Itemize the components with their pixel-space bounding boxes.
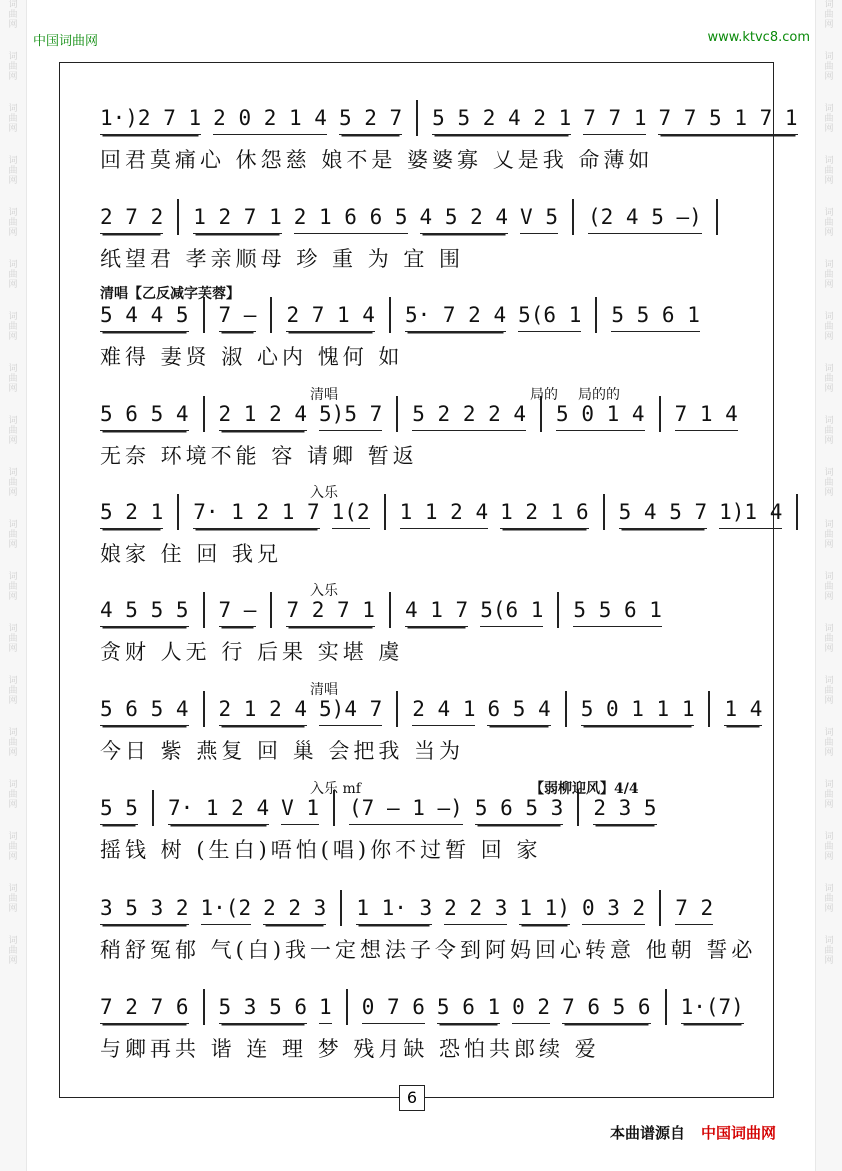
note-group: (7 – 1 –) [349,796,463,825]
note-group: 2 1 2 4 [219,697,308,726]
score-row [100,583,750,682]
watermark-text: 词曲网 [824,0,834,30]
watermark-text: 词曲网 [8,832,18,862]
site-name-cn[interactable]: 中国词曲网 [33,34,99,49]
note-group: 6 5 4 [487,697,550,726]
barline [603,494,605,530]
watermark-text: 词曲网 [824,572,834,602]
note-group: 7 – [219,303,257,332]
note-group: 3 5 3 2 [100,896,189,925]
page-number: 6 [399,1085,425,1111]
performance-mark: 局的的 [578,387,620,403]
watermark-text: 词曲网 [824,104,834,134]
note-group: 1·(7) [681,995,744,1024]
barline [595,297,597,333]
note-group: 7 6 5 6 [562,995,651,1024]
site-url[interactable]: www.ktvc8.com [707,30,810,45]
note-group: 7 7 5 1 7 1 [658,106,797,135]
notation-line [100,697,774,727]
note-group: 5)5 7 [319,402,382,431]
watermark-text: 词曲网 [8,676,18,706]
note-group: 1)1 4 [719,500,782,529]
watermark-text: 词曲网 [824,468,834,498]
note-group: 1 1 2 4 [400,500,489,529]
note-group: 5 0 1 1 1 [581,697,695,726]
lyrics-line: 与卿再共 谐 连 理 梦 残月缺 恐怕共郎续 爱 [100,1037,600,1061]
watermark-text: 词曲网 [8,572,18,602]
barline [396,396,398,432]
note-group: 0 2 [512,995,550,1024]
barline [396,691,398,727]
performance-mark: 清唱【乙反减字芙蓉】 [100,286,240,302]
watermark-text: 词曲网 [8,260,18,290]
barline [565,691,567,727]
note-group: 1 1) [519,896,570,925]
barline [346,989,348,1025]
barline [659,890,661,926]
barline [572,199,574,235]
notation-line [100,995,756,1025]
note-group: 0 7 6 [362,995,425,1024]
note-group: 2 2 3 [444,896,507,925]
note-group: 4 1 7 [405,598,468,627]
footer-source-label: 本曲谱源自 [610,1124,686,1142]
note-group: 7· 1 2 1 7 [193,500,319,529]
notation-line [100,106,810,136]
barline [340,890,342,926]
note-group: 4 5 5 5 [100,598,189,627]
note-group: 7 2 7 6 [100,995,189,1024]
lyrics-line: 贪财 人无 行 后果 实堪 虞 [100,640,404,664]
watermark-text: 词曲网 [824,208,834,238]
note-group: 2 4 1 [412,697,475,726]
notation-line [100,598,674,628]
note-group: 5 6 5 4 [100,697,189,726]
note-group: 5 5 [100,796,138,825]
score-row [100,995,750,1079]
note-group: (2 4 5 –) [588,205,702,234]
score-row [100,106,798,190]
note-group: 7· 1 2 4 [168,796,269,825]
watermark-text: 词曲网 [824,624,834,654]
note-group: 2 7 1 4 [286,303,375,332]
note-group: 5(6 1 [518,303,581,332]
watermark-text: 词曲网 [8,364,18,394]
right-watermark-strip [815,0,842,1171]
score-row [100,286,750,387]
left-watermark-strip [0,0,27,1171]
note-group: 5 2 7 [339,106,402,135]
watermark-text: 词曲网 [824,520,834,550]
note-group: 5 6 1 [437,995,500,1024]
score-row [100,781,750,880]
note-group: 7 2 7 1 [286,598,375,627]
notation-line [100,796,669,826]
watermark-text: 词曲网 [8,728,18,758]
barline [203,691,205,727]
watermark-text: 词曲网 [8,780,18,810]
note-group: 5 0 1 4 [556,402,645,431]
note-group: 5· 7 2 4 [405,303,506,332]
watermark-text: 词曲网 [824,676,834,706]
note-group: 5 6 5 3 [475,796,564,825]
watermark-text: 词曲网 [824,416,834,446]
note-group: 1 4 [724,697,762,726]
note-group: 4 5 2 4 [420,205,509,234]
watermark-text: 词曲网 [824,780,834,810]
notation-line [100,500,812,530]
score-row [100,387,750,486]
note-group: 5 2 2 2 4 [412,402,526,431]
lyrics-line: 摇钱 树 (生白)唔怕(唱)你不过暂 回 家 [100,838,542,862]
note-group: 7 2 [675,896,713,925]
note-group: 5 5 6 1 [573,598,662,627]
watermark-text: 词曲网 [8,312,18,342]
score-row [100,896,757,980]
note-group: 0 3 2 [582,896,645,925]
lyrics-line: 娘家 住 回 我兄 [100,542,283,566]
performance-mark: 清唱 [310,387,338,403]
barline [152,790,154,826]
note-group: 5 2 1 [100,500,163,529]
watermark-text: 词曲网 [8,104,18,134]
note-group: 1 2 7 1 [193,205,282,234]
score-row [100,205,750,289]
barline [203,592,205,628]
watermark-text: 词曲网 [8,416,18,446]
notation-line [100,402,750,432]
lyrics-line: 回君莫痛心 休怨慈 娘不是 婆婆寡 乂是我 命薄如 [100,148,654,172]
barline [203,989,205,1025]
watermark-text: 词曲网 [8,936,18,966]
lyrics-line: 稍舒冤郁 气(白)我一定想法子令到阿妈回心转意 他朝 誓必 [100,938,757,962]
barline [389,297,391,333]
watermark-text: 词曲网 [8,884,18,914]
watermark-text: 词曲网 [8,52,18,82]
watermark-text: 词曲网 [824,832,834,862]
note-group: 5 5 2 4 2 1 [432,106,571,135]
barline [416,100,418,136]
barline [389,592,391,628]
score-row [100,682,763,781]
performance-mark: 入乐 [310,485,338,501]
note-group: 5 5 6 1 [611,303,700,332]
watermark-text: 词曲网 [8,520,18,550]
note-group: 2 1 6 6 5 [294,205,408,234]
note-group: 7 – [219,598,257,627]
barline [665,989,667,1025]
lyrics-line: 无奈 环境不能 容 请卿 暂返 [100,444,418,468]
note-group: 5 3 5 6 [219,995,308,1024]
performance-mark: 【弱柳迎风】4/4 [530,781,639,797]
watermark-text: 词曲网 [8,156,18,186]
watermark-text: 词曲网 [824,936,834,966]
barline [796,494,798,530]
notation-line [100,205,732,235]
note-group: 5)4 7 [319,697,382,726]
watermark-text: 词曲网 [824,52,834,82]
watermark-text: 词曲网 [8,468,18,498]
note-group: 5 4 5 7 [619,500,708,529]
note-group: 7 7 1 [583,106,646,135]
barline [659,396,661,432]
note-group: 2 0 2 1 4 [213,106,327,135]
note-group: 7 1 4 [675,402,738,431]
note-group: V 1 [281,796,319,825]
note-group: 5(6 1 [480,598,543,627]
barline [716,199,718,235]
note-group: V 5 [520,205,558,234]
watermark-text: 词曲网 [824,728,834,758]
barline [270,297,272,333]
lyrics-line: 纸望君 孝亲顺母 珍 重 为 宜 围 [100,247,465,271]
note-group: 1·(2 [201,896,252,925]
lyrics-line: 难得 妻贤 淑 心内 愧何 如 [100,345,404,369]
lyrics-line: 今日 紫 燕复 回 巢 会把我 当为 [100,739,465,763]
note-group: 2 7 2 [100,205,163,234]
performance-mark: 局的 [530,387,558,403]
watermark-text: 词曲网 [8,624,18,654]
barline [384,494,386,530]
watermark-text: 词曲网 [824,884,834,914]
barline [708,691,710,727]
watermark-text: 词曲网 [8,208,18,238]
note-group: 1(2 [332,500,370,529]
notation-line [100,896,725,926]
note-group: 1 1· 3 [356,896,432,925]
watermark-text: 词曲网 [824,156,834,186]
footer-source [610,1122,776,1143]
barline [177,199,179,235]
barline [270,592,272,628]
watermark-text: 词曲网 [824,364,834,394]
note-group: 5 6 5 4 [100,402,189,431]
watermark-text: 词曲网 [824,312,834,342]
performance-mark: 入乐 [310,583,338,599]
barline [177,494,179,530]
note-group: 2 1 2 4 [219,402,308,431]
note-group: 5 4 4 5 [100,303,189,332]
watermark-text: 词曲网 [8,0,18,30]
watermark-text: 词曲网 [824,260,834,290]
barline [203,396,205,432]
notation-line [100,303,712,333]
barline [557,592,559,628]
score-row [100,485,783,584]
note-group: 2 2 3 [263,896,326,925]
footer-brand-link[interactable]: 中国词曲网 [701,1124,777,1142]
performance-mark: 清唱 [310,682,338,698]
note-group: 1 2 1 6 [500,500,589,529]
note-group: 1·)2 7 1 [100,106,201,135]
note-group: 2 3 5 [593,796,656,825]
performance-mark: 入乐 mf [310,781,361,797]
note-group: 1 [319,995,332,1024]
